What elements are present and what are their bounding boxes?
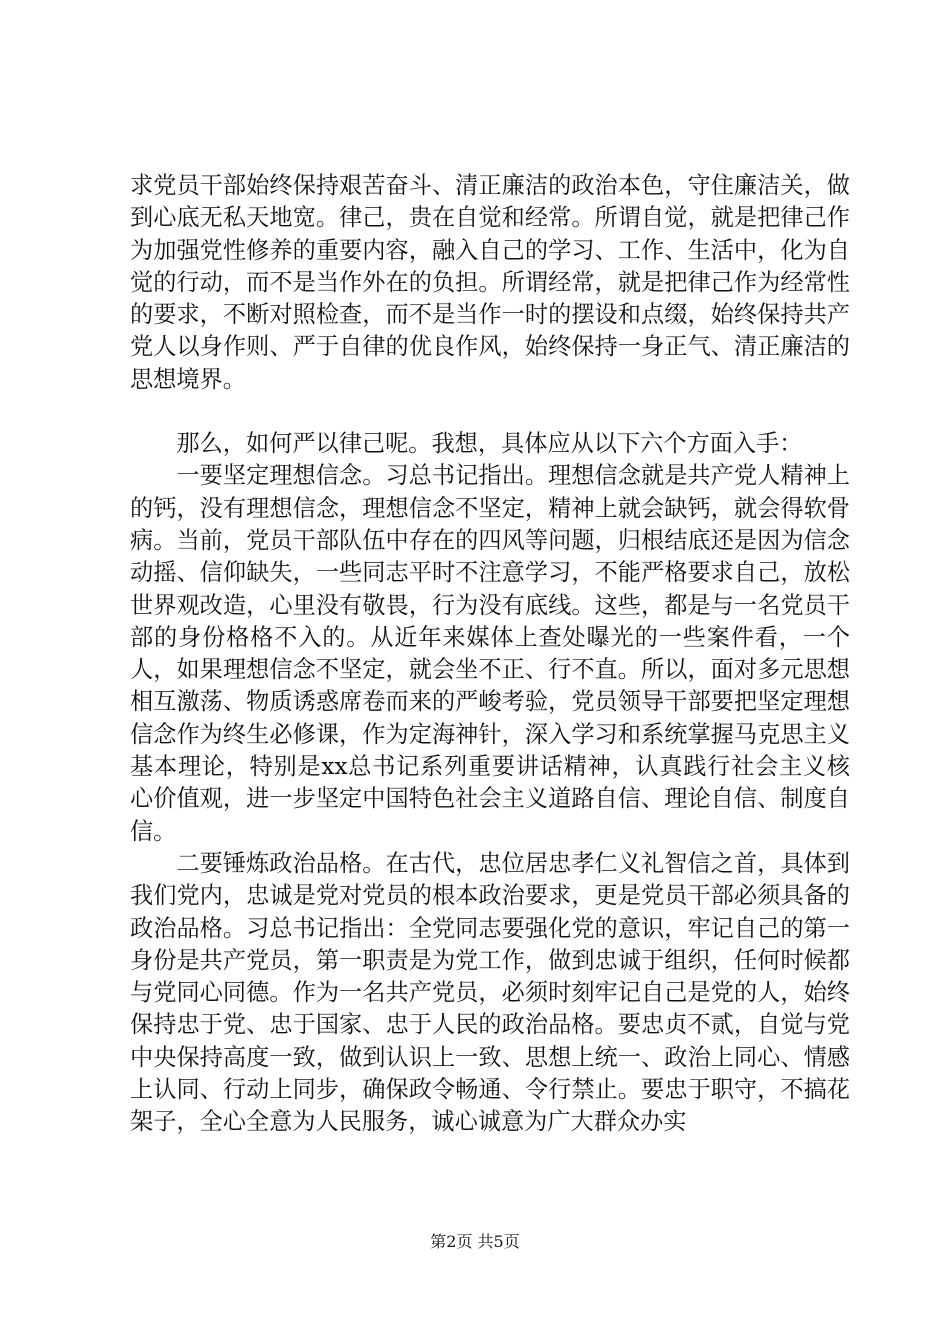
paragraph-point-one: 一要坚定理想信念。习总书记指出。理想信念就是共产党人精神上的钙，没有理想信念，理想信念不坚定，精神上就会缺钙，就会得软骨病。当前，党员干部队伍中存在的四风等问题，归根结底还是因为信念动摇、信仰缺失，一些同志平时不注意学习，不能严格要求自己，放松世界观改造，心里没有敬畏，行为没有底线。这些，都是与一名党员干部的身份格格不入的。从近年来媒体上查处曝光的一些案件看，一个人，如果理想信念不坚定，就会坐不正、行不直。所以，面对多元思想相互激荡、物质诱惑席卷而来的严峻考验，党员领导干部要把坚定理想信念作为终生必修课，作为定海神针，深入学习和系统掌握马克思主义基本理论，特别是xx总书记系列重要讲话精神，认真践行社会主义核心价值观，进一步坚定中国特色社会主义道路自信、理论自信、制度自信。: [130, 462, 850, 845]
paragraph-point-two: 二要锤炼政治品格。在古代，忠位居忠孝仁义礼智信之首，具体到我们党内，忠诚是党对党员的根本政治要求，更是党员干部必须具备的政治品格。习总书记指出：全党同志要强化党的意识，牢记自己的第一身份是共产党员，第一职责是为党工作，做到忠诚于组织，任何时候都与党同心同德。作为一名共产党员，必须时刻牢记自己是党的人，始终保持忠于党、忠于国家、忠于人民的政治品格。要忠贞不贰，自觉与党中央保持高度一致，做到认识上一致、思想上统一、政治上同心、情感上认同、行动上同步，确保政令畅通、令行禁止。要忠于职守，不搞花架子，全心全意为人民服务，诚心诚意为广大群众办实: [130, 849, 850, 1136]
page-number-footer: 第2页 共5页: [430, 1232, 520, 1251]
paragraph-intro: 那么，如何严以律己呢。我想，具体应从以下六个方面入手：: [176, 430, 803, 458]
paragraph-continuation: 求党员干部始终保持艰苦奋斗、清正廉洁的政治本色，守住廉洁关，做到心底无私天地宽。律己，贵在自觉和经常。所谓自觉，就是把律己作为加强党性修养的重要内容，融入自己的学习、工作、生活中，化为自觉的行动，而不是当作外在的负担。所谓经常，就是把律己作为经常性的要求，不断对照检查，而不是当作一时的摆设和点缀，始终保持共产党人以身作则、严于自律的优良作风，始终保持一身正气、清正廉洁的思想境界。: [130, 172, 850, 393]
document-body: [130, 170, 850, 1139]
